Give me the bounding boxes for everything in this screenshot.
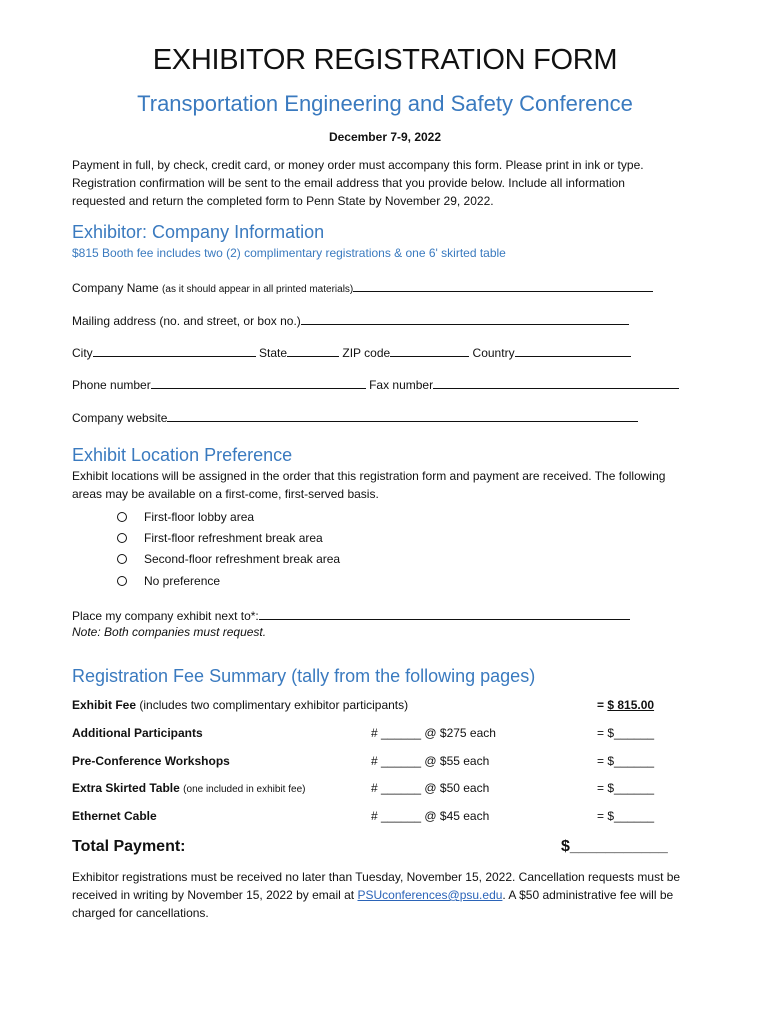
- company-name-label: Company Name: [72, 281, 159, 295]
- extra-table-qty[interactable]: # ______ @ $50 each: [371, 781, 490, 795]
- fax-line[interactable]: [433, 376, 679, 389]
- website-line[interactable]: [167, 409, 638, 422]
- option-label: First-floor lobby area: [144, 510, 255, 524]
- radio-circle-icon[interactable]: [117, 533, 127, 543]
- location-option-no-preference[interactable]: [117, 574, 220, 588]
- fee-amount: ______: [614, 754, 655, 768]
- phone-line[interactable]: [151, 376, 366, 389]
- state-line[interactable]: [287, 344, 339, 357]
- total-payment-label: Total Payment:: [72, 838, 186, 855]
- option-label: First-floor refreshment break area: [144, 531, 323, 545]
- total-payment-amount[interactable]: $___________: [561, 838, 668, 855]
- exhibit-next-to-field[interactable]: [72, 607, 630, 623]
- location-option-second-floor-break[interactable]: [117, 552, 340, 566]
- company-name-hint: (as it should appear in all printed materials): [162, 284, 354, 295]
- city-state-zip-row: [72, 344, 631, 360]
- fee-amount: ______: [614, 781, 655, 795]
- location-desc-line-2: areas may be available on a first-come, first-served basis.: [72, 487, 379, 501]
- fee-row-label: [72, 698, 408, 712]
- fee-amount: ______: [614, 726, 655, 740]
- intro-line-3: requested and return the completed form to Penn State by November 29, 2022.: [72, 194, 494, 208]
- phone-fax-row: [72, 376, 679, 392]
- extra-table-total[interactable]: [597, 781, 654, 795]
- fee-row-label: [72, 754, 230, 768]
- location-option-first-floor-break[interactable]: [117, 531, 323, 545]
- fee-equals: = $: [597, 726, 615, 740]
- conference-subtitle: Transportation Engineering and Safety Conference: [137, 91, 633, 116]
- company-name-field[interactable]: [72, 279, 653, 295]
- fee-name: Pre-Conference Workshops: [72, 754, 230, 768]
- fee-equals: = $: [597, 809, 615, 823]
- footer-line-2-start: received in writing by November 15, 2022 by email at: [72, 888, 358, 902]
- footer-line-1: Exhibitor registrations must be received no later than Tuesday, November 15, 2022. Cancellation requests must be: [72, 870, 681, 884]
- city-label: City: [72, 346, 93, 360]
- fee-equals: = $: [597, 781, 615, 795]
- workshops-total[interactable]: [597, 754, 654, 768]
- intro-line-1: Payment in full, by check, credit card, or money order must accompany this form. Please print in ink or type.: [72, 158, 644, 172]
- website-label: Company website: [72, 411, 168, 425]
- exhibit-location-description: [72, 467, 722, 503]
- exhibit-fee-total: [597, 698, 654, 712]
- cancellation-policy: [72, 868, 732, 922]
- country-line[interactable]: [515, 344, 631, 357]
- company-info-heading: Exhibitor: Company Information: [72, 222, 325, 242]
- country-label: Country: [472, 346, 515, 360]
- fee-name: Extra Skirted Table: [72, 781, 180, 795]
- fee-amount: ______: [614, 809, 655, 823]
- location-desc-line-1: Exhibit locations will be assigned in the order that this registration form and payment are received. The following: [72, 469, 666, 483]
- exhibit-location-heading: Exhibit Location Preference: [72, 445, 293, 465]
- fee-equals: = $: [597, 754, 615, 768]
- next-to-line[interactable]: [259, 607, 630, 620]
- fee-name: Additional Participants: [72, 726, 203, 740]
- intro-line-2: Registration confirmation will be sent to the email address that you provide below. Include all information: [72, 176, 625, 190]
- zip-line[interactable]: [390, 344, 469, 357]
- fee-row-label: [72, 781, 305, 795]
- footer-line-3: charged for cancellations.: [72, 906, 209, 920]
- booth-fee-note: $815 Booth fee includes two (2) complimentary registrations & one 6' skirted table: [72, 246, 506, 260]
- fee-row-label: [72, 809, 157, 823]
- fee-equals: =: [597, 698, 608, 712]
- city-line[interactable]: [93, 344, 256, 357]
- fee-name: Exhibit Fee: [72, 698, 137, 712]
- page-title: EXHIBITOR REGISTRATION FORM: [152, 44, 618, 76]
- conference-date: December 7-9, 2022: [328, 130, 442, 144]
- fee-summary-heading: Registration Fee Summary (tally from the following pages): [72, 666, 536, 686]
- fee-hint: (includes two complimentary exhibitor participants): [139, 698, 409, 712]
- fax-label: Fax number: [369, 378, 434, 392]
- phone-label: Phone number: [72, 378, 151, 392]
- footer-line-2: [72, 886, 732, 904]
- additional-participants-qty[interactable]: # ______ @ $275 each: [371, 726, 496, 740]
- mailing-address-line[interactable]: [301, 312, 629, 325]
- ethernet-qty[interactable]: # ______ @ $45 each: [371, 809, 490, 823]
- intro-paragraph: [72, 156, 722, 210]
- additional-participants-total[interactable]: [597, 726, 654, 740]
- footer-line-2-end: . A $50 administrative fee will be: [502, 888, 674, 902]
- mailing-address-label: Mailing address (no. and street, or box no.): [72, 314, 301, 328]
- radio-circle-icon[interactable]: [117, 576, 127, 586]
- workshops-qty[interactable]: # ______ @ $55 each: [371, 754, 490, 768]
- fee-hint: (one included in exhibit fee): [183, 784, 306, 795]
- fee-amount: $ 815.00: [607, 698, 655, 712]
- option-label: Second-floor refreshment break area: [144, 552, 341, 566]
- state-label: State: [259, 346, 288, 360]
- company-name-line[interactable]: [353, 279, 653, 292]
- fee-name: Ethernet Cable: [72, 809, 157, 823]
- email-link[interactable]: PSUconferences@psu.edu: [357, 888, 503, 902]
- option-label: No preference: [144, 574, 221, 588]
- both-companies-note: Note: Both companies must request.: [72, 625, 267, 639]
- zip-label: ZIP code: [342, 346, 391, 360]
- radio-circle-icon[interactable]: [117, 554, 127, 564]
- fee-row-label: [72, 726, 203, 740]
- radio-circle-icon[interactable]: [117, 512, 127, 522]
- ethernet-total[interactable]: [597, 809, 654, 823]
- website-field[interactable]: [72, 409, 638, 425]
- location-option-lobby[interactable]: [117, 510, 254, 524]
- next-to-label: Place my company exhibit next to*:: [72, 609, 259, 623]
- mailing-address-field[interactable]: [72, 312, 629, 328]
